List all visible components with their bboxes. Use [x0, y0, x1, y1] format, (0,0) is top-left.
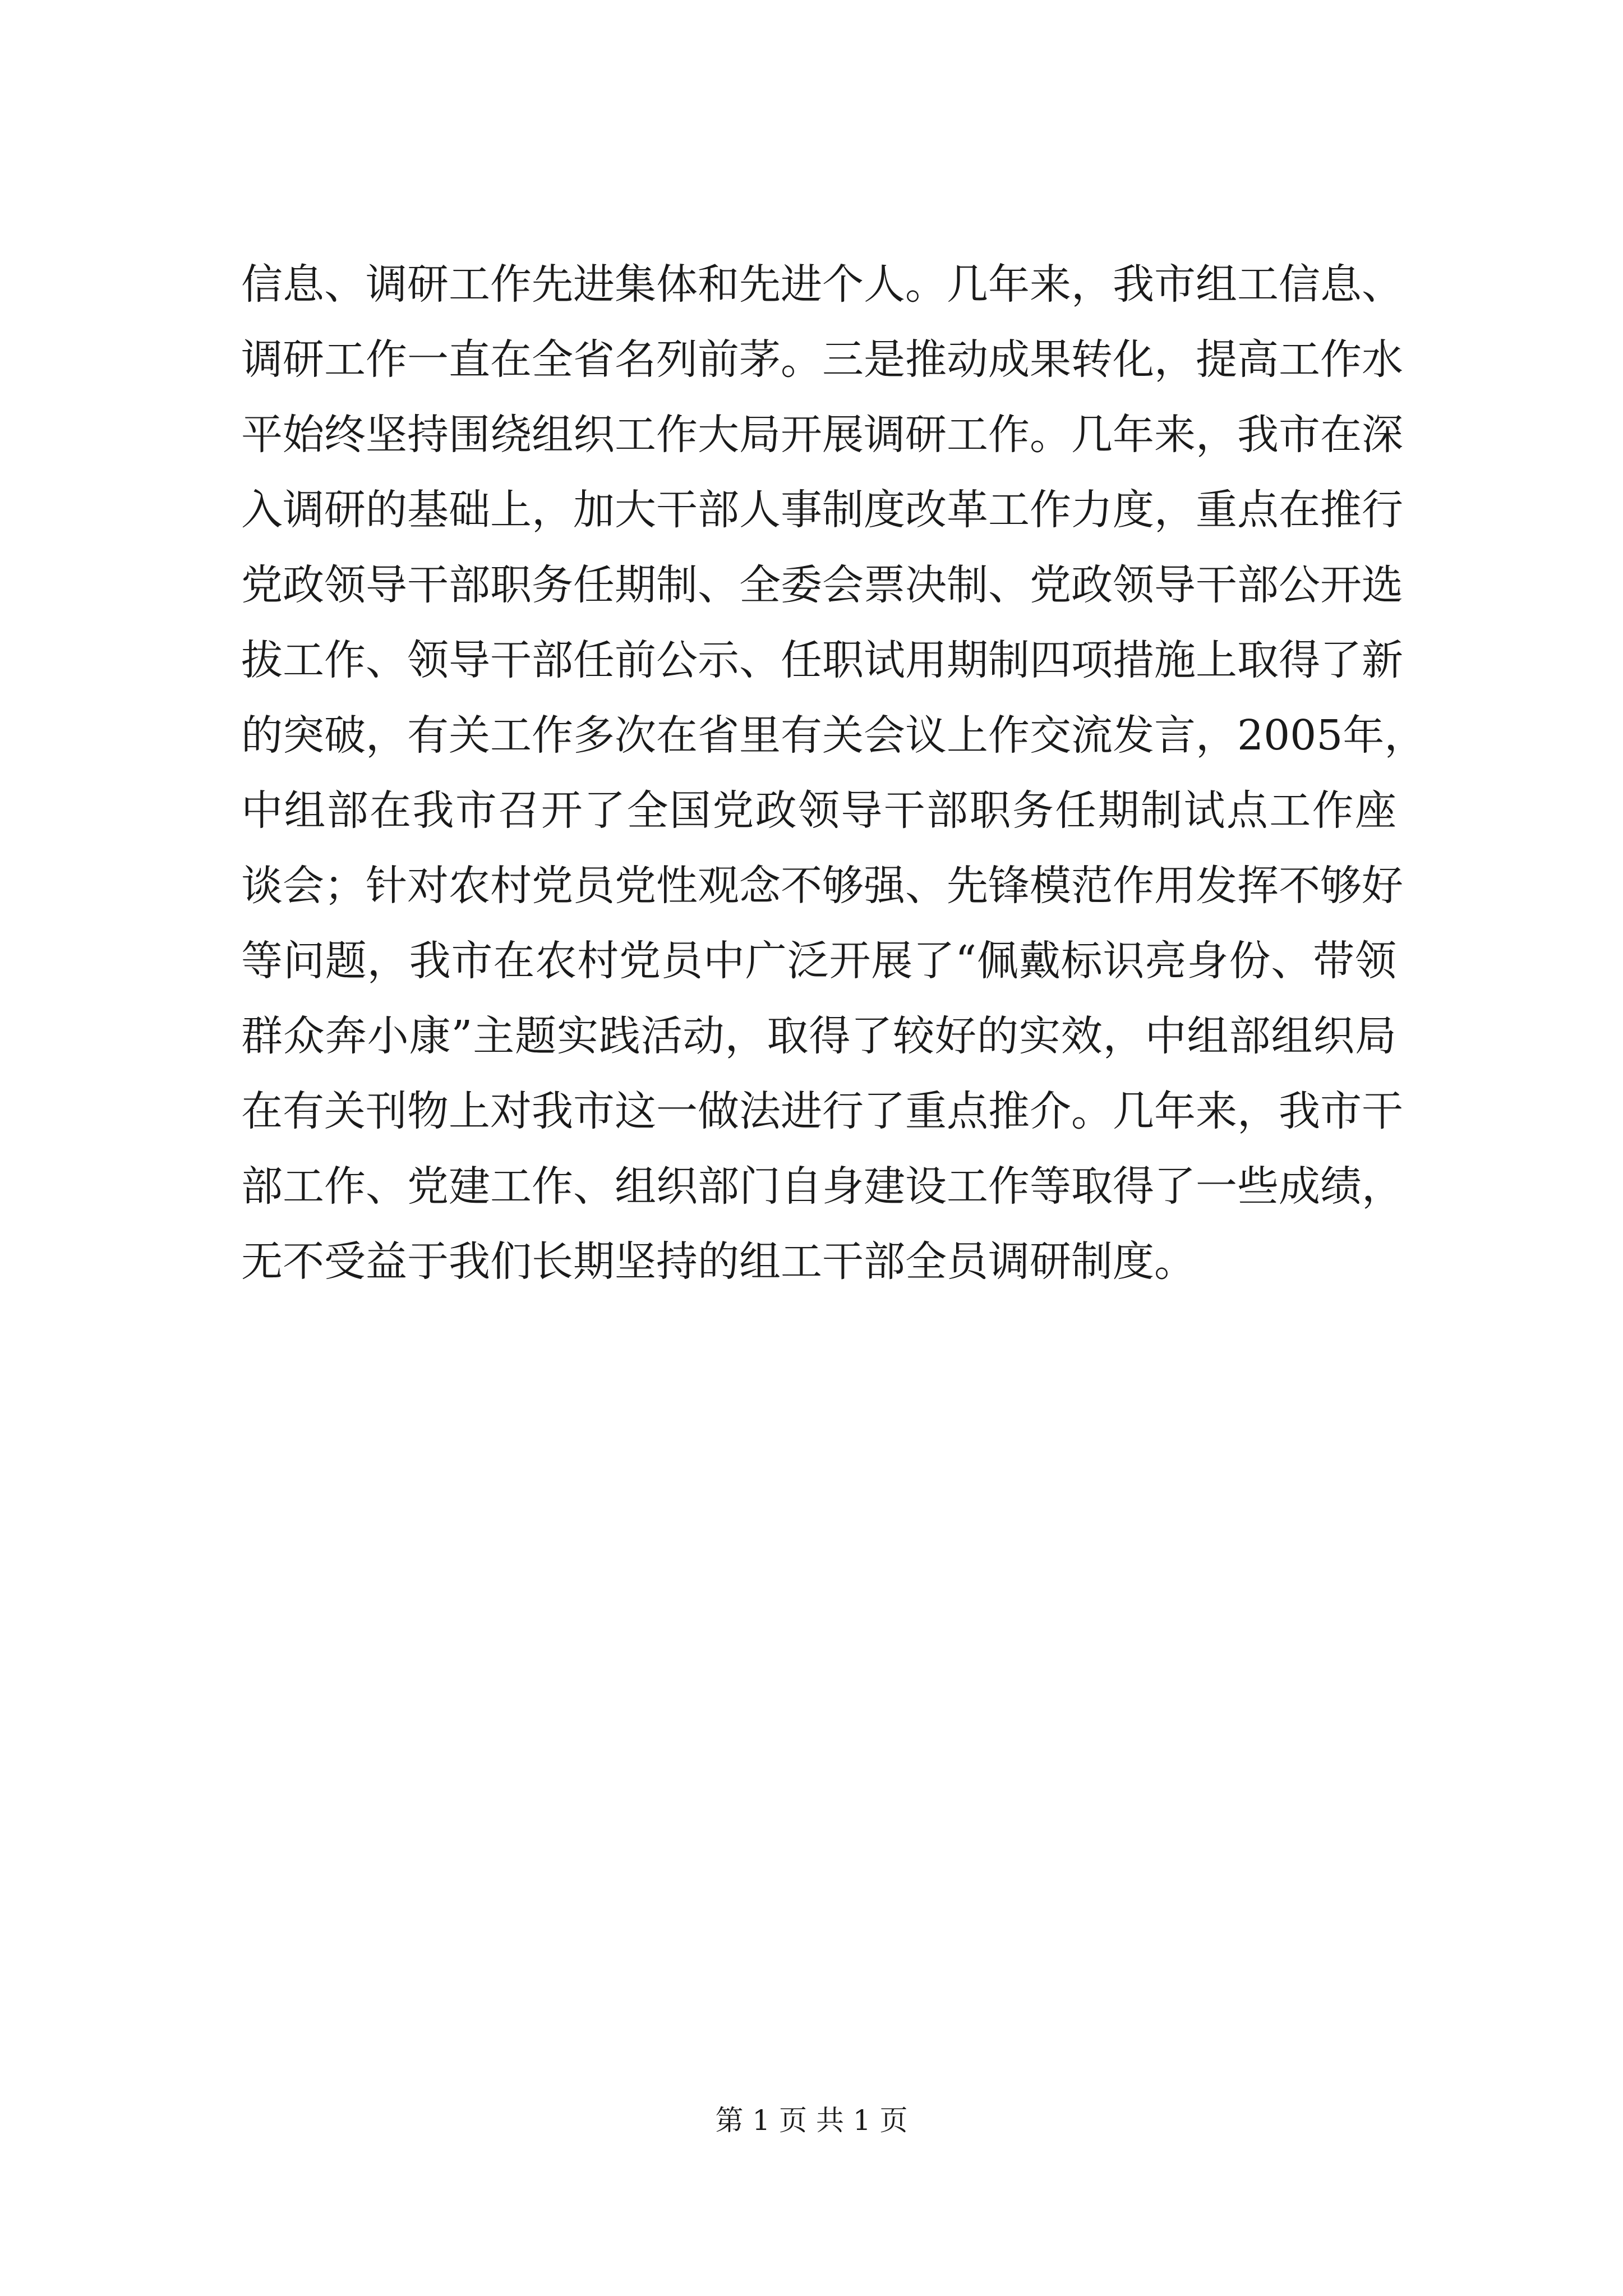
paragraph-line-7: 的突破，有关工作多次在省里有关会议上作交流发言，2005年，: [241, 711, 1426, 760]
paragraph-line-1: 信息、调研工作先进集体和先进个人。几年来，我市组工信息、: [241, 260, 1403, 309]
paragraph-line-6: 拔工作、领导干部任前公示、任职试用期制四项措施上取得了新: [241, 636, 1403, 684]
paragraph-line-5: 党政领导干部职务任期制、全委会票决制、党政领导干部公开选: [241, 561, 1403, 609]
page-number-label: 第 1 页 共 1 页: [715, 2104, 908, 2137]
paragraph-line-4: 入调研的基础上，加大干部人事制度改革工作力度，重点在推行: [241, 486, 1403, 534]
page-footer: [0, 2098, 1623, 2143]
paragraph-line-11: 群众奔小康”主题实践活动，取得了较好的实效，中组部组织局: [241, 1012, 1396, 1060]
body-paragraph: [241, 247, 1426, 1299]
paragraph-line-14: 无不受益于我们长期坚持的组工干部全员调研制度。: [241, 1237, 1196, 1286]
paragraph-line-10: 等问题，我市在农村党员中广泛开展了“佩戴标识亮身份、带领: [241, 937, 1396, 985]
paragraph-line-3: 平始终坚持围绕组织工作大局开展调研工作。几年来，我市在深: [241, 411, 1403, 459]
paragraph-line-13: 部工作、党建工作、组织部门自身建设工作等取得了一些成绩，: [241, 1162, 1403, 1211]
paragraph-line-12: 在有关刊物上对我市这一做法进行了重点推介。几年来，我市干: [241, 1087, 1403, 1135]
paragraph-line-8: 中组部在我市召开了全国党政领导干部职务任期制试点工作座: [241, 786, 1396, 835]
paragraph-line-2: 调研工作一直在全省名列前茅。三是推动成果转化，提高工作水: [241, 335, 1403, 384]
paragraph-line-9: 谈会；针对农村党员党性观念不够强、先锋模范作用发挥不够好: [241, 862, 1403, 910]
